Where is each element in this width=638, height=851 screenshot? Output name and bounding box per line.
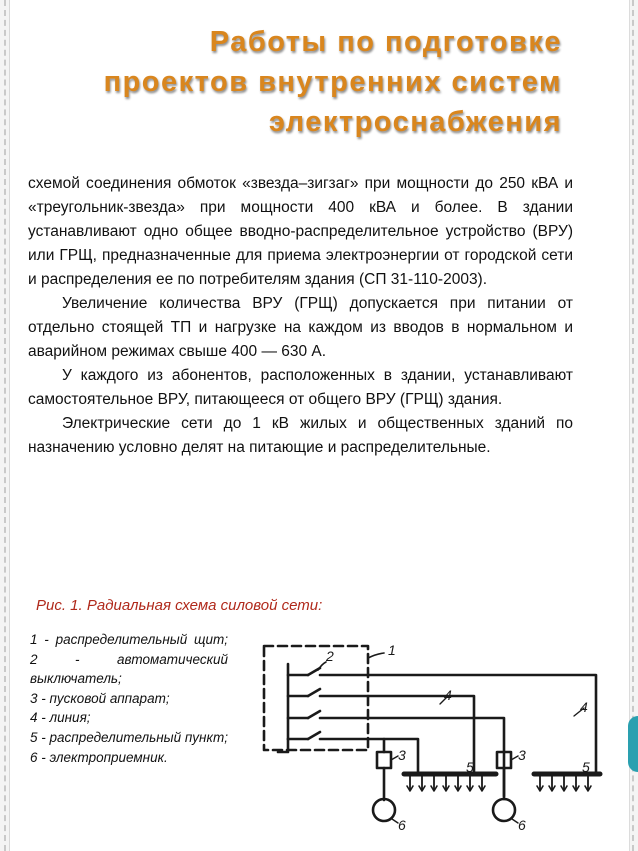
label-4b: 4	[580, 699, 588, 715]
label-4a: 4	[444, 687, 452, 703]
label-5b: 5	[582, 759, 590, 775]
breaker-fourth	[308, 732, 320, 739]
legend-item-3: 3 - пусковой аппарат;	[30, 690, 170, 706]
starter-left	[377, 752, 391, 768]
breaker-third	[308, 711, 320, 718]
title-line-2: проектов внутренних систем	[103, 66, 562, 98]
page-title	[42, 22, 562, 142]
label-3a: 3	[398, 747, 406, 763]
figure-legend	[30, 630, 228, 767]
paragraph-4: Электрические сети до 1 кВ жилых и общественных зданий по назначению условно делят на питающие и распределительные.	[28, 415, 573, 456]
label-3b: 3	[518, 747, 526, 763]
label-2: 2	[326, 648, 334, 664]
label-5a: 5	[466, 759, 474, 775]
legend-item-5: 5 - распределительный пункт;	[30, 729, 228, 745]
paragraph-2: Увеличение количества ВРУ (ГРЩ) допускается при питании от отдельно стоящей ТП и нагрузке на каждом из вводов в нормальном и аварийном режимах свыше 400 — 630 А.	[28, 295, 573, 360]
receiver-right	[493, 799, 515, 821]
title-line-3: электроснабжения	[268, 106, 562, 138]
receiver-left	[373, 799, 395, 821]
line-top	[288, 675, 596, 774]
leader-1	[368, 653, 384, 658]
body-text	[28, 172, 573, 460]
paragraph-1: схемой соединения обмоток «звезда–зигзаг» при мощности до 250 кВА и «треугольник-звезда» при мощности 400 кВА и более. В здании устанавливают одно общее вводно-распределительное устройство (ВРУ) или ГРЩ, предназначенные для приема электроэнергии от городской сети и распределения ее по потребителям здания (СП 31-110-2003).	[28, 175, 573, 288]
figure-caption: Рис. 1. Радиальная схема силовой сети:	[36, 597, 323, 614]
label-6b: 6	[518, 817, 526, 833]
distribution-point-right-outlets	[540, 776, 588, 790]
radial-power-network-diagram	[244, 624, 616, 834]
legend-item-4: 4 - линия;	[30, 710, 91, 726]
label-1: 1	[388, 642, 396, 658]
left-page-border	[0, 0, 10, 851]
title-line-1: Работы по подготовке	[209, 26, 562, 58]
label-6a: 6	[398, 817, 406, 833]
paragraph-3: У каждого из абонентов, расположенных в здании, устанавливают самостоятельное ВРУ, питающееся от общего ВРУ (ГРЩ) здания.	[28, 367, 573, 408]
legend-item-1: 1 - распределительный щит;	[30, 632, 228, 647]
leader-2	[318, 662, 326, 670]
side-tab	[628, 716, 638, 772]
breaker-second	[308, 689, 320, 696]
legend-item-2: 2 - автоматический выключатель;	[30, 651, 228, 687]
left-border-dash	[4, 0, 6, 851]
legend-item-6: 6 - электроприемник.	[30, 749, 168, 765]
